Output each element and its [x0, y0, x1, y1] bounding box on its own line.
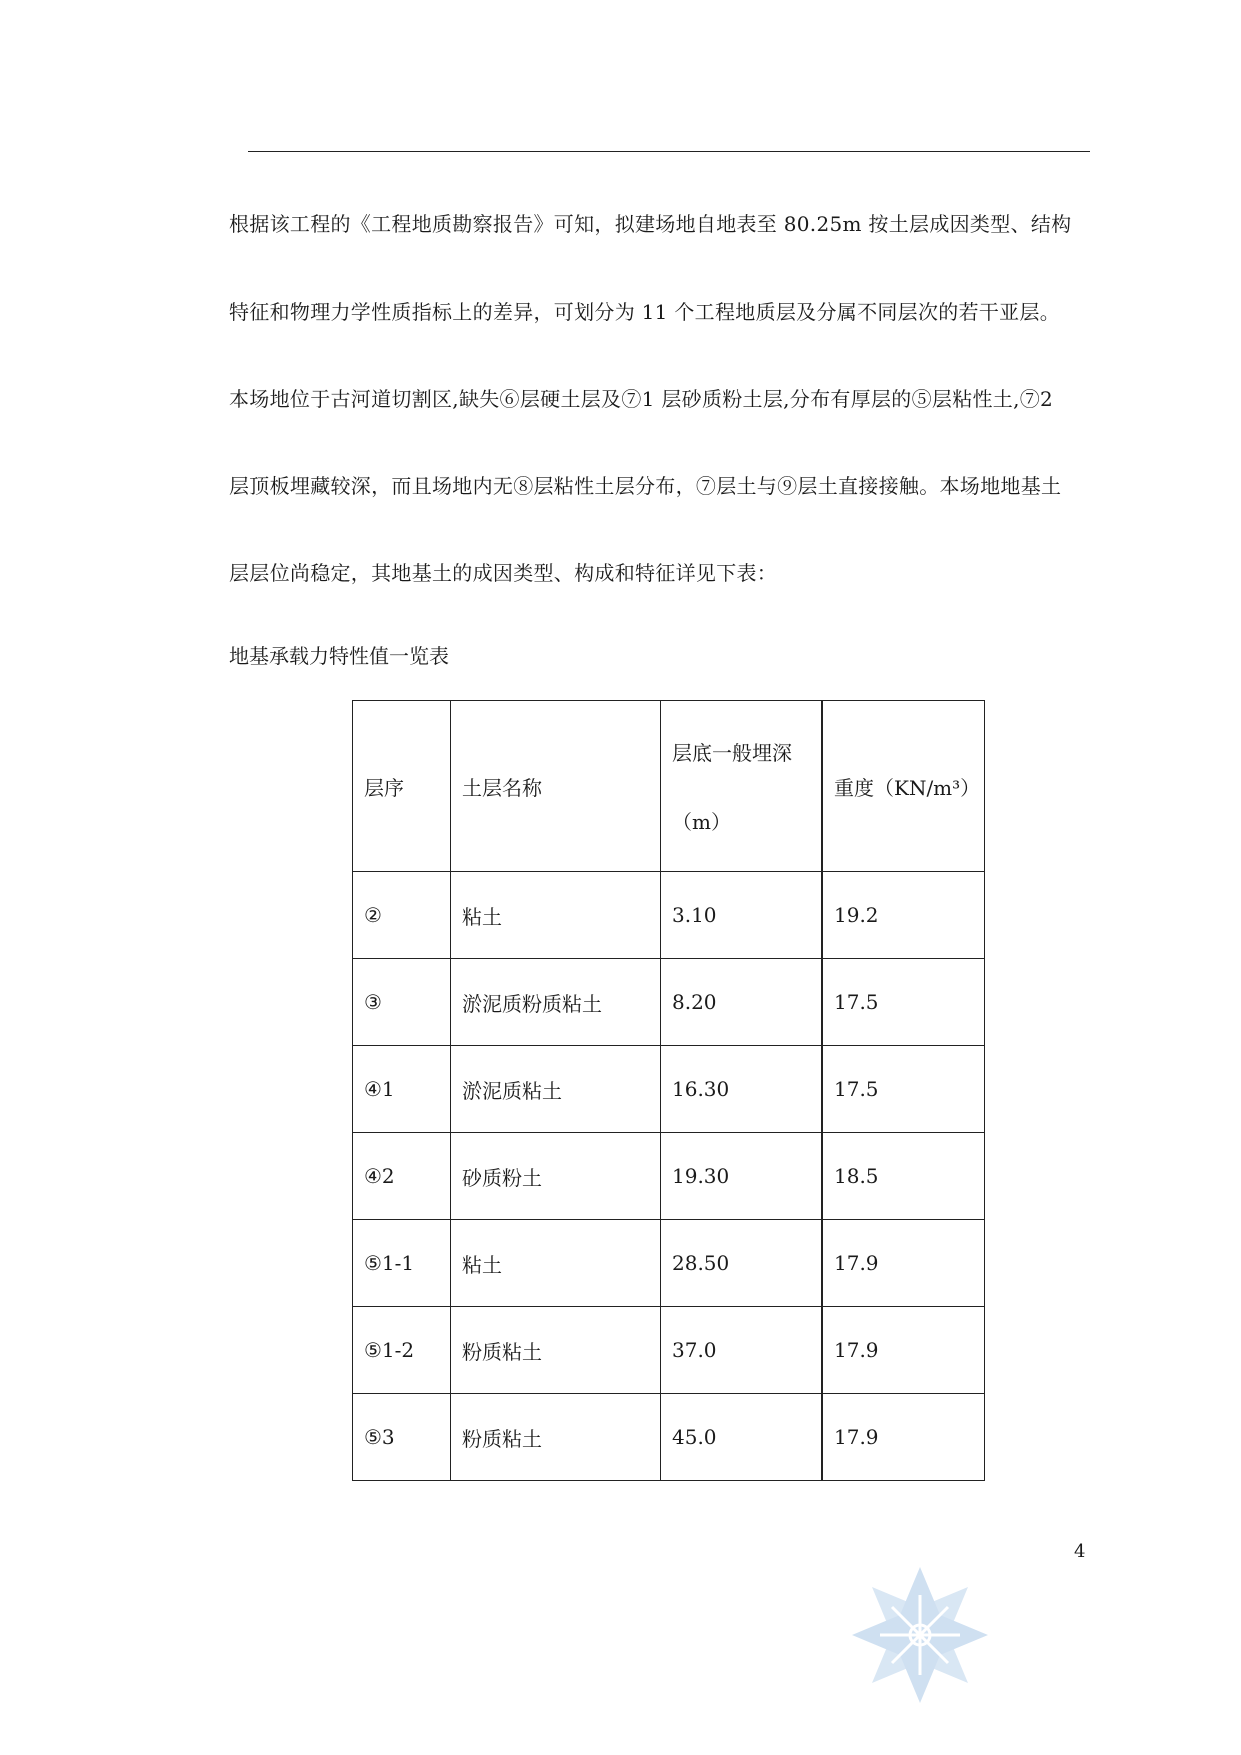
bearing-capacity-table: [352, 700, 985, 1481]
cell-soil-name: 粉质粘土: [451, 1394, 661, 1481]
header-depth: [661, 701, 823, 872]
cell-unit-weight: 17.5: [822, 959, 985, 1046]
cell-depth: 3.10: [661, 872, 823, 959]
cell-soil-name: 粉质粘土: [451, 1307, 661, 1394]
table-header-row: [353, 701, 985, 872]
cell-unit-weight: 18.5: [822, 1133, 985, 1220]
page-number: 4: [1074, 1541, 1086, 1562]
table-row: [353, 1394, 985, 1481]
header-soil-name: 土层名称: [451, 701, 661, 872]
cell-layer: ⑤1-1: [353, 1220, 451, 1307]
cell-unit-weight: 17.5: [822, 1046, 985, 1133]
table-row: [353, 959, 985, 1046]
header-layer: 层序: [353, 701, 451, 872]
table-row: [353, 872, 985, 959]
cell-soil-name: 淤泥质粘土: [451, 1046, 661, 1133]
paragraph-line: 特征和物理力学性质指标上的差异，可划分为 11 个工程地质层及分属不同层次的若干亚层。: [229, 300, 1061, 324]
paragraph-line: 层层位尚稳定，其地基土的成因类型、构成和特征详见下表：: [229, 561, 778, 585]
cell-depth: 45.0: [661, 1394, 823, 1481]
header-divider: [248, 151, 1090, 152]
cell-soil-name: 淤泥质粉质粘土: [451, 959, 661, 1046]
cell-depth: 19.30: [661, 1133, 823, 1220]
cell-unit-weight: 17.9: [822, 1220, 985, 1307]
paragraph-line: 层顶板埋藏较深，而且场地内无⑧层粘性土层分布，⑦层土与⑨层土直接接触。本场地地基土: [229, 474, 1062, 498]
cell-soil-name: 粘土: [451, 1220, 661, 1307]
table-row: [353, 1046, 985, 1133]
table-caption: 地基承载力特性值一览表: [229, 644, 449, 668]
cell-unit-weight: 17.9: [822, 1307, 985, 1394]
cell-unit-weight: 17.9: [822, 1394, 985, 1481]
cell-layer: ④2: [353, 1133, 451, 1220]
cell-depth: 28.50: [661, 1220, 823, 1307]
cell-depth: 37.0: [661, 1307, 823, 1394]
cell-depth: 8.20: [661, 959, 823, 1046]
paragraph-line: 本场地位于古河道切割区,缺失⑥层硬土层及⑦1 层砂质粉土层,分布有厚层的⑤层粘性土,⑦2: [229, 387, 1054, 411]
cell-soil-name: 砂质粉土: [451, 1133, 661, 1220]
cell-layer: ⑤3: [353, 1394, 451, 1481]
header-depth-label: 层底一般埋深: [672, 741, 792, 765]
cell-layer: ②: [353, 872, 451, 959]
cell-soil-name: 粘土: [451, 872, 661, 959]
cell-layer: ⑤1-2: [353, 1307, 451, 1394]
cell-layer: ③: [353, 959, 451, 1046]
paragraph-line: 根据该工程的《工程地质勘察报告》可知，拟建场地自地表至 80.25m 按土层成因类型、结构: [229, 212, 1072, 236]
header-depth-unit: （m）: [672, 810, 731, 834]
header-unit-weight: 重度（KN/m³）: [822, 701, 985, 872]
cell-layer: ④1: [353, 1046, 451, 1133]
cell-depth: 16.30: [661, 1046, 823, 1133]
cell-unit-weight: 19.2: [822, 872, 985, 959]
table-row: [353, 1220, 985, 1307]
snowflake-logo-icon: [850, 1565, 990, 1705]
table-row: [353, 1307, 985, 1394]
table-row: [353, 1133, 985, 1220]
